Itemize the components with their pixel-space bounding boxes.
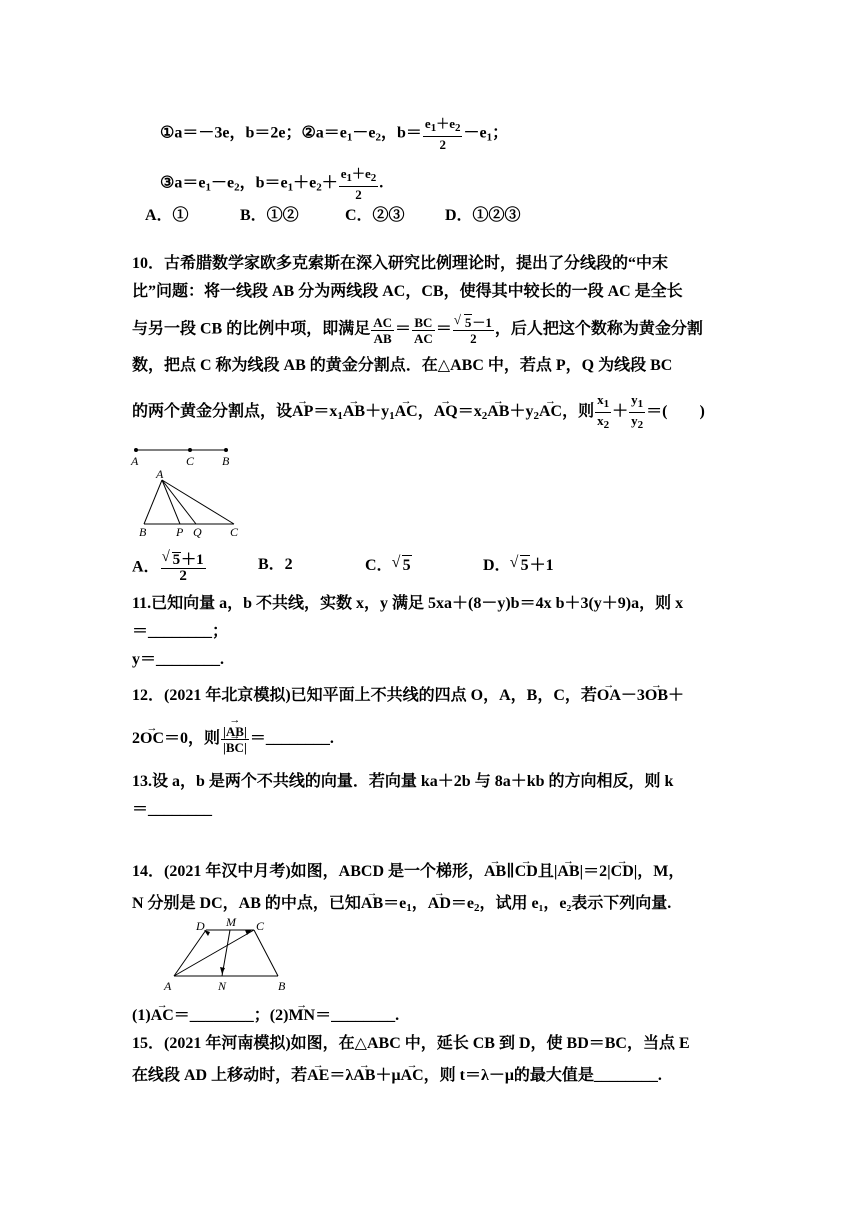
label-c: C [230, 525, 239, 539]
q11-text2: ＝________； [132, 623, 229, 640]
label-p: P [176, 525, 184, 539]
label-b: B [139, 525, 147, 539]
q10-text2: 比”问题：将一线段 AB 分为两线段 AC，CB，使得其中较长的一段 AC 是全长 [132, 283, 683, 300]
q10-text1: 10．古希腊数学家欧多克索斯在深入研究比例理论时，提出了分线段的“中末 [132, 255, 669, 272]
q10-text4: 数，把点 C 称为线段 AB 的黄金分割点．在△ABC 中，若点 P，Q 为线段 BC [132, 357, 673, 374]
q9-line1: ①a＝－3e，b＝2e；$②a=e_1-e_2$，b＝ $\frac{e_1+e_2}{2}$ $-e_1$； [160, 116, 509, 152]
q9-line2: $③a=e_1-e_2$，$b=e_1+e_2+$ $\frac{e_1+e_2}{2}$ . [160, 166, 384, 202]
q9-option-c: C．②③ [345, 207, 405, 224]
label-a: A [164, 979, 172, 993]
q10-text3: 与另一段 CB 的比例中项，即满足 $\frac{AC}{AB}$ ＝ $\frac{BC}{AC}$ ＝ √ $\frac{5-1}{2}$ ，后人把这个数称为黄金分割 [132, 314, 703, 346]
q9-option-a: A．① [145, 207, 189, 224]
label-c: C [186, 454, 195, 468]
q10-option-d: D．√ 5＋1 [483, 555, 554, 576]
q11-text3: y＝________. [132, 651, 225, 668]
label-d: D [196, 919, 205, 933]
triangle-abc-figure [130, 468, 250, 540]
q10-option-a: A． √ $\frac{5+1}{2}$ [132, 552, 207, 584]
q13-text1: 13.设 a，b 是两个不共线的向量．若向量 ka＋2b 与 8a＋kb 的方向相反，则 k [132, 773, 674, 790]
q15-text1: 15．(2021 年河南模拟)如图，在△ABC 中，延长 CB 到 D，使 BD＝BC，当点 E [132, 1035, 690, 1052]
q14-text2: N 分别是 DC，AB 的中点，已知→ $AB=e_1$，→ $AD=e_2$，试用 e₁，e₂表示下列向量. [132, 894, 671, 918]
q9-option-d: D．①②③ [445, 207, 521, 224]
q13-text2: ＝________ [132, 801, 213, 818]
label-c: C [256, 919, 265, 933]
golden-ratio-segment-figure [128, 442, 238, 468]
q15-text2: 在线段 AD 上移动时，若→ AE＝λ→ AB＋μ→ AC，则 t＝λ－μ的最大值是________. [132, 1066, 662, 1086]
label-a: A [156, 468, 164, 481]
q12-text1: 12．(2021 年北京模拟)已知平面上不共线的四点 O，A，B，C，若→ OA－3→ OB＋ [132, 686, 684, 706]
trapezoid-abcd-figure [160, 916, 290, 998]
q9-option-b: B．①② [240, 207, 299, 224]
q10-option-b: B．2 [258, 556, 293, 573]
q12-text2: 2→ OC＝0，则 $\frac{|\to AB|}{|\to BC|}$ ＝________. [132, 724, 334, 755]
label-n: N [218, 979, 227, 993]
label-q: Q [193, 525, 202, 539]
q11-text1: 11.已知向量 a，b 不共线，实数 x，y 满足 5xa＋(8－y)b＝4x b＋3(y＋9)a，则 x [132, 595, 684, 612]
q14-text1: 14．(2021 年汉中月考)如图，ABCD 是一个梯形，→ AB∥→ CD且|→ AB|＝2|→ CD|，M， [132, 862, 684, 882]
q14-answer: (1)→ AC＝________；(2)→ MN＝________. [132, 1006, 399, 1026]
q10-text5: 的两个黄金分割点，设→ $AP=x_1\to AB+y_1\to$ AC，→ $AQ=x_2\to AB+y_2\to$ AC，则 $\frac{x_1}{x_2}$ ＋ $\frac{y_1}{y_2}$ ＝( ) [132, 392, 705, 433]
q10-option-c: C．√ 5 [365, 555, 412, 576]
label-m: M [226, 916, 236, 929]
label-b: B [278, 979, 286, 993]
label-a: A [131, 454, 139, 468]
label-b: B [222, 454, 230, 468]
